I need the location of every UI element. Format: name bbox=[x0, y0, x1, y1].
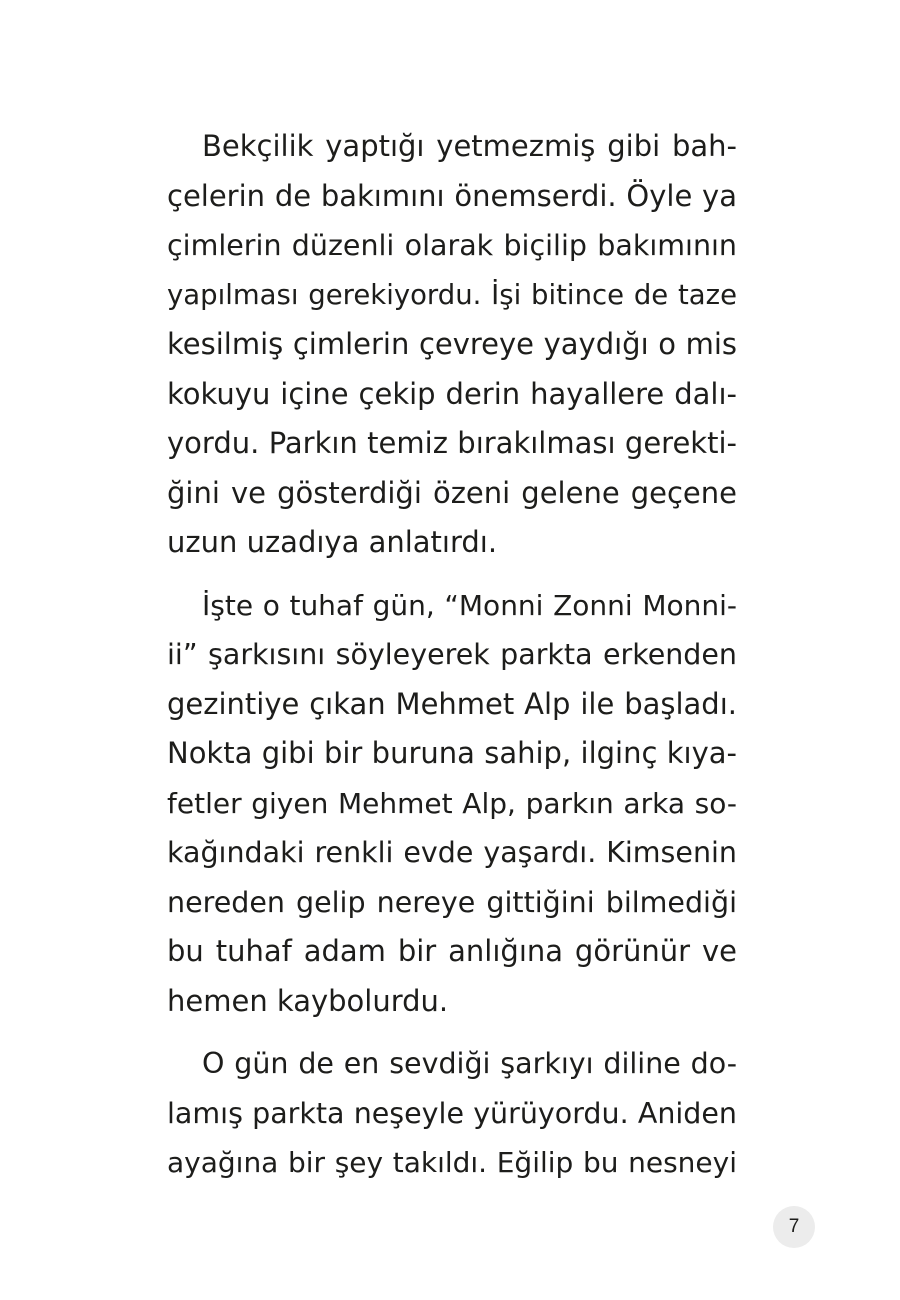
paragraph-1 bbox=[167, 122, 737, 568]
text-line: ayağına bir şey takıldı. Eğilip bu nesneyi bbox=[167, 1146, 737, 1179]
text-line: fetler giyen Mehmet Alp, parkın arka so- bbox=[167, 786, 737, 820]
page-number-badge bbox=[773, 1206, 815, 1248]
text-line: hemen kaybolurdu. bbox=[167, 983, 449, 1018]
text-line: yapılması gerekiyordu. İşi bitince de taze bbox=[167, 278, 737, 311]
text-line: kesilmiş çimlerin çevreye yaydığı o mis bbox=[167, 327, 737, 361]
page-number: 7 bbox=[788, 1216, 800, 1237]
text-line: O gün de en sevdiği şarkıyı diline do- bbox=[202, 1047, 737, 1080]
text-line: gezintiye çıkan Mehmet Alp ile başladı. bbox=[167, 686, 737, 721]
text-line: İşte o tuhaf gün, “Monni Zonni Monni- bbox=[202, 588, 737, 622]
paragraph-3 bbox=[167, 1039, 737, 1188]
paragraph-2 bbox=[167, 581, 737, 1027]
text-line: bu tuhaf adam bir anlığına görünür ve bbox=[167, 934, 737, 968]
text-line: uzun uzadıya anlatırdı. bbox=[167, 525, 498, 559]
text-line: kokuyu içine çekip derin hayallere dalı- bbox=[167, 376, 737, 411]
text-line: nereden gelip nereye gittiğini bilmediği bbox=[167, 885, 737, 919]
text-line: kağındaki renkli evde yaşardı. Kimsenin bbox=[167, 836, 737, 869]
text-line: yordu. Parkın temiz bırakılması gerekti- bbox=[167, 426, 737, 460]
text-line: çelerin de bakımını önemserdi. Öyle ya bbox=[167, 178, 737, 213]
text-line: ii” şarkısını söyleyerek parkta erkenden bbox=[167, 638, 737, 671]
body-text bbox=[167, 122, 737, 1188]
text-line: Bekçilik yaptığı yetmezmiş gibi bah- bbox=[202, 129, 737, 163]
text-line: çimlerin düzenli olarak biçilip bakımının bbox=[167, 229, 737, 262]
text-line: ğini ve gösterdiği özeni gelene geçene bbox=[167, 475, 737, 510]
text-line: Nokta gibi bir buruna sahip, ilginç kıya- bbox=[167, 736, 737, 770]
text-line: lamış parkta neşeyle yürüyordu. Aniden bbox=[167, 1096, 737, 1130]
